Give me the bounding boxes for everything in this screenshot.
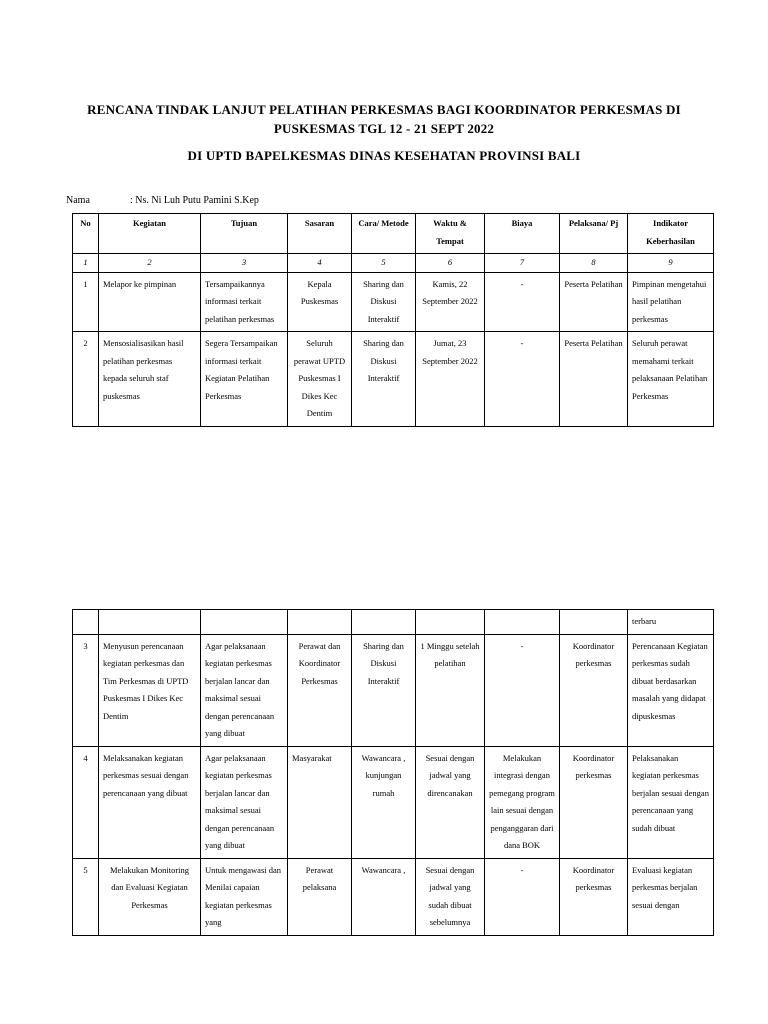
cell-no: 2 [73, 332, 99, 427]
header-waktu-tempat: Waktu & Tempat [416, 214, 485, 254]
cell-waktu-tempat [416, 610, 485, 635]
cell-sasaran [288, 610, 352, 635]
cell-biaya: - [485, 332, 560, 427]
header-kegiatan: Kegiatan [99, 214, 201, 254]
header-sasaran: Sasaran [288, 214, 352, 254]
cell-waktu-tempat: 1 Minggu setelah pelatihan [416, 634, 485, 746]
cell-kegiatan: Melapor ke pimpinan [99, 272, 201, 332]
cell-pelaksana [560, 610, 628, 635]
cell-indikator: terbaru [628, 610, 714, 635]
table-row [73, 858, 714, 935]
cell-kegiatan: Melakukan Monitoring dan Evaluasi Kegiatan Perkesmas [99, 858, 201, 935]
header-row [73, 214, 714, 254]
column-number: 1 [73, 254, 99, 273]
column-number: 3 [201, 254, 288, 273]
name-label: Nama [66, 195, 90, 206]
action-plan-table-page-2 [72, 609, 714, 936]
title-line-2: PUSKESMAS TGL 12 - 21 SEPT 2022 [273, 121, 495, 136]
cell-no: 1 [73, 272, 99, 332]
cell-metode: Wawancara , kunjungan rumah [352, 746, 416, 858]
cell-biaya [485, 610, 560, 635]
cell-tujuan: Agar pelaksanaan kegiatan perkesmas berjalan lancar dan maksimal sesuai dengan perencanaan yang dibuat [201, 634, 288, 746]
cell-metode: Wawancara , [352, 858, 416, 935]
action-plan-table-page-1 [72, 213, 714, 427]
column-number: 6 [416, 254, 485, 273]
name-value: : Ns. Ni Luh Putu Pamini S.Kep [130, 195, 259, 206]
table-row [73, 634, 714, 746]
cell-indikator: Pelaksanakan kegiatan perkesmas berjalan sesuai dengan perencanaan yang sudah dibuat [628, 746, 714, 858]
cell-metode [352, 610, 416, 635]
cell-biaya: Melakukan integrasi dengan pemegang program lain sesuai dengan penganggaran dari dana BOK [485, 746, 560, 858]
table-row [73, 746, 714, 858]
header-pelaksana: Pelaksana/ Pj [560, 214, 628, 254]
cell-metode: Sharing dan Diskusi Interaktif [352, 634, 416, 746]
document-title [0, 100, 768, 138]
name-line [66, 195, 259, 206]
title-line-1: RENCANA TINDAK LANJUT PELATIHAN PERKESMAS BAGI KOORDINATOR PERKESMAS DI [87, 102, 681, 117]
cell-biaya: - [485, 858, 560, 935]
header-no: No [73, 214, 99, 254]
document-subtitle: DI UPTD BAPELKESMAS DINAS KESEHATAN PROVINSI BALI [187, 148, 581, 163]
cell-pelaksana: Koordinator perkesmas [560, 634, 628, 746]
header-metode: Cara/ Metode [352, 214, 416, 254]
column-number: 9 [628, 254, 714, 273]
cell-waktu-tempat: Jumat, 23 September 2022 [416, 332, 485, 427]
cell-kegiatan [99, 610, 201, 635]
header-biaya: Biaya [485, 214, 560, 254]
cell-kegiatan: Menyusun perencanaan kegiatan perkesmas dan Tim Perkesmas di UPTD Puskesmas I Dikes Kec Dentim [99, 634, 201, 746]
cell-sasaran: Seluruh perawat UPTD Puskesmas I Dikes Kec Dentim [288, 332, 352, 427]
cell-tujuan: Untuk mengawasi dan Menilai capaian kegiatan perkesmas yang [201, 858, 288, 935]
cell-waktu-tempat: Sesuai dengan jadwal yang direncanakan [416, 746, 485, 858]
column-number: 8 [560, 254, 628, 273]
cell-kegiatan: Melaksanakan kegiatan perkesmas sesuai dengan perencanaan yang dibuat [99, 746, 201, 858]
cell-biaya: - [485, 272, 560, 332]
cell-kegiatan: Mensosialisasikan hasil pelatihan perkesmas kepada seluruh staf puskesmas [99, 332, 201, 427]
cell-indikator: Evaluasi kegiatan perkesmas berjalan sesuai dengan [628, 858, 714, 935]
header-tujuan: Tujuan [201, 214, 288, 254]
cell-sasaran: Masyarakat [288, 746, 352, 858]
header-indikator: Indikator Keberhasilan [628, 214, 714, 254]
table-row [73, 332, 714, 427]
cell-indikator: Pimpinan mengetahui hasil pelatihan perkesmas [628, 272, 714, 332]
cell-tujuan: Tersampaikannya informasi terkait pelatihan perkesmas [201, 272, 288, 332]
cell-tujuan: Segera Tersampaikan informasi terkait Kegiatan Pelatihan Perkesmas [201, 332, 288, 427]
cell-pelaksana: Koordinator perkesmas [560, 858, 628, 935]
column-number: 5 [352, 254, 416, 273]
cell-no: 3 [73, 634, 99, 746]
cell-metode: Sharing dan Diskusi Interaktif [352, 272, 416, 332]
table-row [73, 272, 714, 332]
cell-sasaran: Perawat pelaksana [288, 858, 352, 935]
cell-no: 4 [73, 746, 99, 858]
cell-sasaran: Perawat dan Koordinator Perkesmas [288, 634, 352, 746]
cell-tujuan [201, 610, 288, 635]
cell-waktu-tempat: Sesuai dengan jadwal yang sudah dibuat sebelumnya [416, 858, 485, 935]
cell-pelaksana: Koordinator perkesmas [560, 746, 628, 858]
cell-pelaksana: Peserta Pelatihan [560, 332, 628, 427]
cell-waktu-tempat: Kamis, 22 September 2022 [416, 272, 485, 332]
column-number: 4 [288, 254, 352, 273]
cell-metode: Sharing dan Diskusi Interaktif [352, 332, 416, 427]
cell-pelaksana: Peserta Pelatihan [560, 272, 628, 332]
column-number: 7 [485, 254, 560, 273]
cell-tujuan: Agar pelaksanaan kegiatan perkesmas berjalan lancar dan maksimal sesuai dengan perencanaan yang dibuat [201, 746, 288, 858]
table-row [73, 610, 714, 635]
cell-indikator: Perencanaan Kegiatan perkesmas sudah dibuat berdasarkan masalah yang didapat dipuskesmas [628, 634, 714, 746]
cell-no: 5 [73, 858, 99, 935]
cell-indikator: Seluruh perawat memahami terkait pelaksanaan Pelatihan Perkesmas [628, 332, 714, 427]
cell-biaya: - [485, 634, 560, 746]
cell-sasaran: Kepala Puskesmas [288, 272, 352, 332]
column-number-row [73, 254, 714, 273]
column-number: 2 [99, 254, 201, 273]
cell-no [73, 610, 99, 635]
